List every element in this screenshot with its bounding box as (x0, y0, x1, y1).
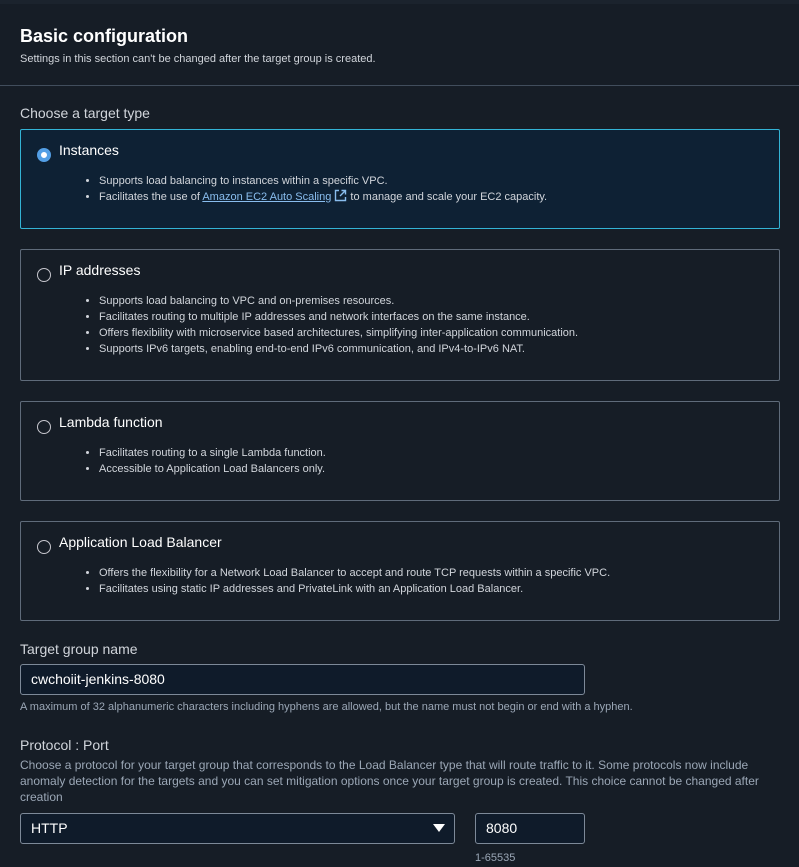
bullet (99, 189, 547, 207)
bullet: • Offers the flexibility for a Network Load Balancer to accept and route TCP requests within a specific VPC. (99, 565, 610, 581)
external-link-icon[interactable] (334, 189, 347, 207)
bullet-text: Facilitates the use of (99, 191, 203, 203)
bullet: • Facilitates routing to multiple IP addresses and network interfaces on the same instance. (99, 309, 578, 325)
protocol-port-label: Protocol : Port (20, 737, 109, 753)
section-subtitle: Settings in this section can't be changed after the target group is created. (20, 53, 376, 65)
target-group-name-label: Target group name (20, 641, 138, 657)
bullet: • Supports IPv6 targets, enabling end-to-end IPv6 communication, and IPv4-to-IPv6 NAT. (99, 341, 578, 357)
bullet: • Facilitates routing to a single Lambda function. (99, 445, 326, 461)
port-range-hint: 1-65535 (475, 852, 516, 864)
radio-lambda-function[interactable] (37, 420, 51, 434)
amazon-ec2-auto-scaling-link[interactable]: Amazon EC2 Auto Scaling (202, 191, 332, 203)
protocol-select[interactable] (20, 813, 455, 844)
caret-down-icon[interactable] (433, 824, 445, 832)
target-type-option-ip-addresses[interactable] (20, 249, 780, 381)
port-input[interactable]: 8080 (475, 813, 585, 844)
radio-application-load-balancer[interactable] (37, 540, 51, 554)
protocol-port-description: Choose a protocol for your target group that corresponds to the Load Balancer type that will route traffic to it. Some protocols now include anomaly detection for the targets and you can set mitigation options once your target group is created. This choice cannot be changed after creation (20, 758, 759, 804)
bullet: • Supports load balancing to instances within a specific VPC. (99, 173, 547, 189)
bullet: • Offers flexibility with microservice based architectures, simplifying inter-application communication. (99, 325, 578, 341)
option-bullets-alb (83, 565, 610, 597)
protocol-select-value[interactable]: HTTP (20, 813, 455, 844)
bullet: • Supports load balancing to VPC and on-premises resources. (99, 293, 578, 309)
option-title-lambda: Lambda function (59, 414, 163, 430)
target-type-option-alb[interactable] (20, 521, 780, 621)
target-type-option-instances[interactable] (20, 129, 780, 229)
target-group-name-help: A maximum of 32 alphanumeric characters including hyphens are allowed, but the name must not begin or end with a hyphen. (20, 701, 633, 713)
option-title-ip-addresses: IP addresses (59, 262, 141, 278)
bullet-text: to manage and scale your EC2 capacity. (347, 191, 548, 203)
target-type-option-lambda[interactable] (20, 401, 780, 501)
target-group-name-input[interactable]: cwchoiit-jenkins-8080 (20, 664, 585, 695)
radio-ip-addresses[interactable] (37, 268, 51, 282)
option-bullets-ip-addresses (83, 293, 578, 357)
section-title: Basic configuration (20, 26, 189, 46)
target-type-label: Choose a target type (20, 105, 150, 121)
option-title-instances: Instances (59, 142, 119, 158)
option-bullets-lambda (83, 445, 326, 477)
radio-instances[interactable] (37, 148, 51, 162)
basic-configuration-panel (0, 4, 799, 867)
section-header (0, 4, 799, 86)
option-title-alb: Application Load Balancer (59, 534, 222, 550)
option-bullets-instances (83, 173, 547, 207)
bullet: • Accessible to Application Load Balancers only. (99, 461, 326, 477)
bullet: • Facilitates using static IP addresses and PrivateLink with an Application Load Balancer. (99, 581, 610, 597)
